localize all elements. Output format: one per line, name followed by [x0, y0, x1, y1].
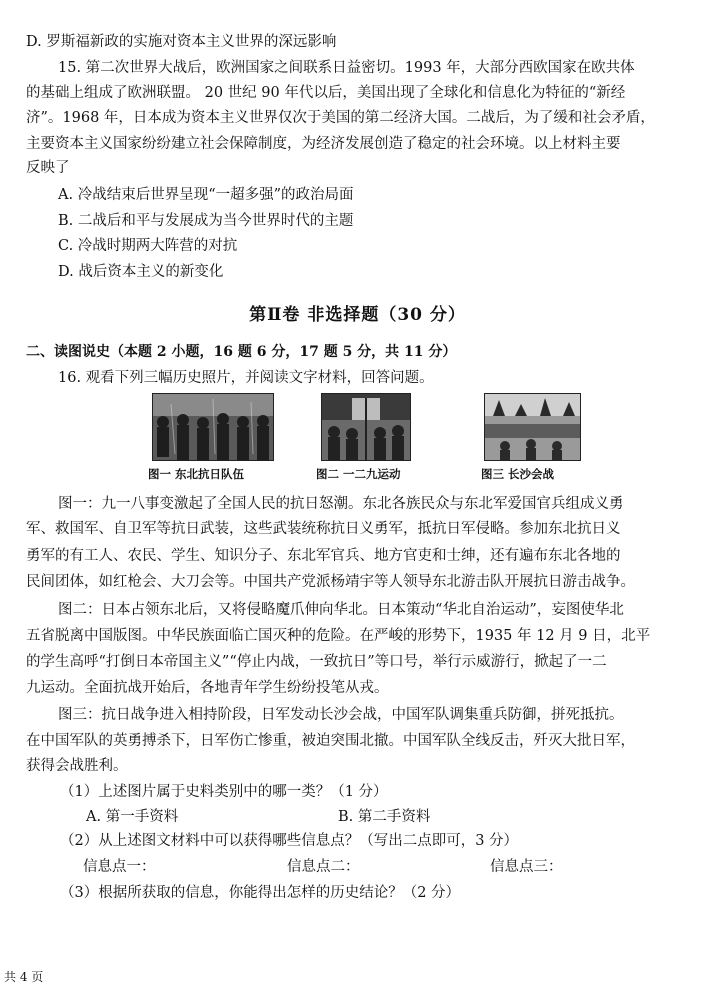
photo-december-ninth-movement — [321, 393, 411, 461]
q16-1-option-b: B. 第二手资料 — [338, 809, 431, 825]
q14-option-d: D. 罗斯福新政的实施对资本主义世界的深远影响 — [26, 34, 337, 50]
material-2-line-4: 九运动。全面抗战开始后，各地青年学生纷纷投笔从戎。 — [26, 680, 389, 696]
material-1-line-3: 勇军的有工人、农民、学生、知识分子、东北军官兵、地方官吏和士绅，还有遍布东北各地的 — [26, 548, 621, 564]
q15-option-d: D. 战后资本主义的新变化 — [58, 264, 224, 280]
q15-stem-line-3: 济”。1968 年，日本成为资本主义世界仅次于美国的第二经济大国。二战后，为了缓和社会矛盾， — [26, 110, 655, 126]
q15-stem-line-5: 反映了 — [26, 160, 70, 176]
material-3-line-2: 在中国军队的英勇搏杀下，日军伤亡惨重，被迫突围北撤。中国军队全线反击，歼灭大批日军， — [26, 733, 635, 749]
q15-option-c: C. 冷战时期两大阵营的对抗 — [58, 238, 238, 254]
q15-stem-line-4: 主要资本主义国家纷纷建立社会保障制度，为经济发展创造了稳定的社会环境。以上材料主要 — [26, 136, 621, 152]
material-3-line-3: 获得会战胜利。 — [26, 758, 128, 774]
q16-subquestion-2: （2）从上述图文材料中可以获得哪些信息点？（写出二点即可，3 分） — [60, 833, 519, 849]
q16-subquestion-3: （3）根据所获取的信息，你能得出怎样的历史结论？（2 分） — [60, 885, 461, 901]
info-point-3: 信息点三： — [490, 859, 563, 875]
photo-caption-2: 图二 一二九运动 — [316, 467, 401, 481]
page-footer: 共 4 页 — [4, 970, 44, 984]
photo-northeast-resistance — [152, 393, 274, 461]
material-1-line-2: 军、救国军、自卫军等抗日武装，这些武装统称抗日义勇军，抵抗日军侵略。参加东北抗日义 — [26, 521, 621, 537]
material-2-line-3: 的学生高呼“打倒日本帝国主义”“停止内战，一致抗日”等口号，举行示威游行，掀起了一二 — [26, 654, 607, 670]
photo-changsha-battle — [484, 393, 581, 461]
q15-option-b: B. 二战后和平与发展成为当今世界时代的主题 — [58, 213, 354, 229]
material-3-line-1: 图三：抗日战争进入相持阶段，日军发动长沙会战，中国军队调集重兵防御，拼死抵抗。 — [58, 707, 624, 723]
q15-stem-line-2: 的基础上组成了欧洲联盟。 20 世纪 90 年代以后，美国出现了全球化和信息化为特征的“新经 — [26, 85, 626, 101]
material-1-line-4: 民间团体，如红枪会、大刀会等。中国共产党派杨靖宇等人领导东北游击队开展抗日游击战争。 — [26, 574, 635, 590]
material-2-line-1: 图二：日本占领东北后，又将侵略魔爪伸向华北。日本策动“华北自治运动”，妄图使华北 — [58, 602, 624, 618]
part-two-title: 第Ⅱ卷 非选择题（30 分） — [249, 305, 466, 325]
photo-caption-1: 图一 东北抗日队伍 — [148, 467, 245, 481]
q16-subquestion-1: （1）上述图片属于史料类别中的哪一类？（1 分） — [60, 784, 388, 800]
info-point-2: 信息点二： — [287, 859, 360, 875]
q15-option-a: A. 冷战结束后世界呈现“一超多强”的政治局面 — [58, 187, 354, 203]
q16-intro: 16. 观看下列三幅历史照片，并阅读文字材料，回答问题。 — [58, 370, 434, 386]
q15-stem-line-1: 15. 第二次世界大战后，欧洲国家之间联系日益密切。1993 年，大部分西欧国家在欧共体 — [58, 60, 635, 76]
section-heading: 二、读图说史（本题 2 小题，16 题 6 分，17 题 5 分，共 11 分） — [26, 344, 457, 360]
material-2-line-2: 五省脱离中国版图。中华民族面临亡国灭种的危险。在严峻的形势下，1935 年 12 月 9 日，北平 — [26, 628, 651, 644]
photo-caption-3: 图三 长沙会战 — [481, 467, 555, 481]
info-point-1: 信息点一： — [83, 859, 156, 875]
material-1-line-1: 图一：九一八事变激起了全国人民的抗日怒潮。东北各族民众与东北军爱国官兵组成义勇 — [58, 496, 624, 512]
q16-1-option-a: A. 第一手资料 — [86, 809, 179, 825]
